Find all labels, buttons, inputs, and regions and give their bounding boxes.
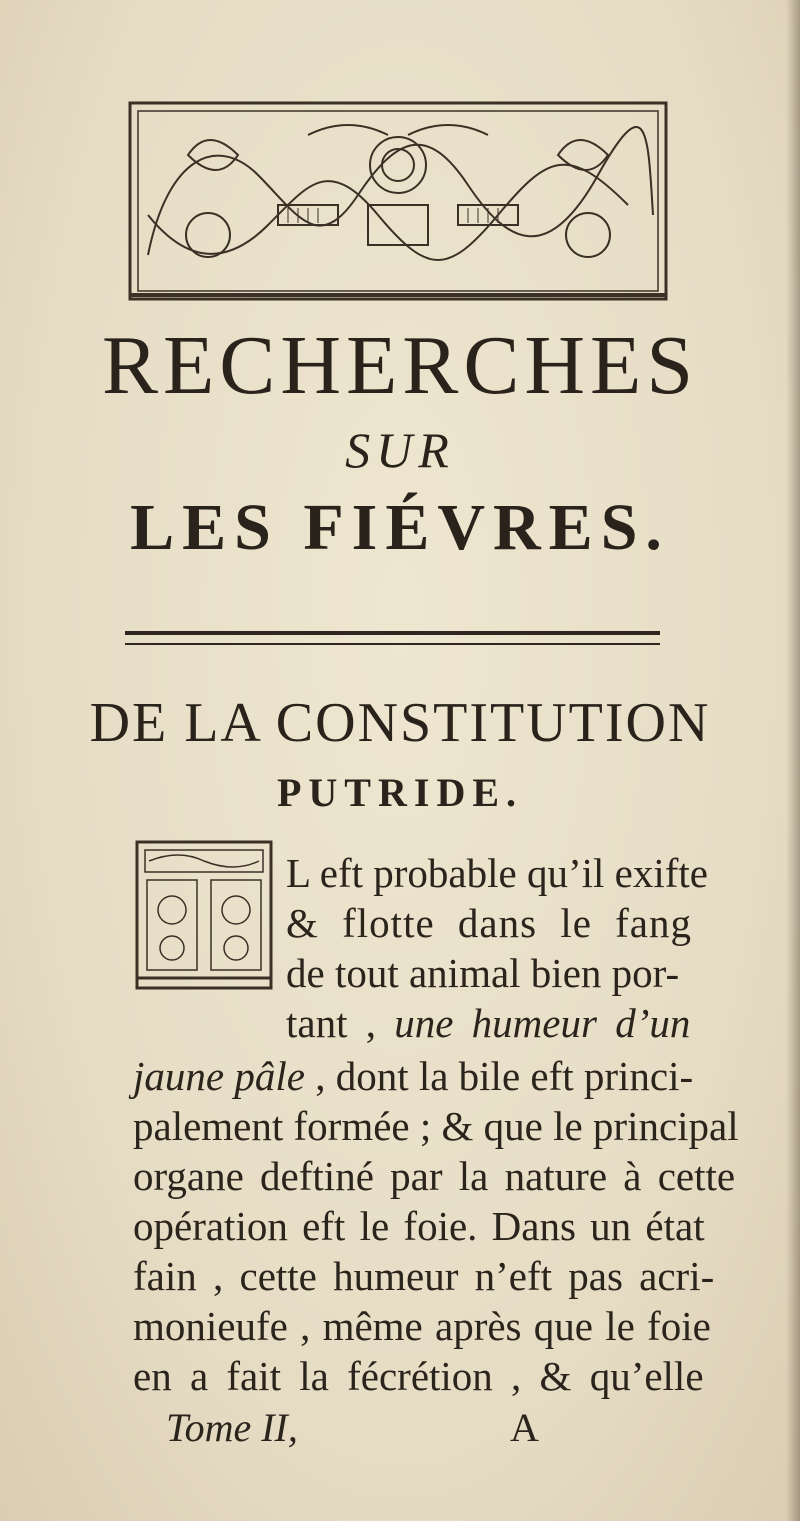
section-heading: DE LA CONSTITUTION — [89, 692, 711, 754]
body-line-4-italic: une humeur d’un — [394, 1000, 691, 1046]
body-line-4 — [286, 998, 690, 1048]
body-line-9: fain , cette humeur n’eft pas acri- — [133, 1253, 715, 1299]
signature-mark: A — [510, 1405, 539, 1450]
body-line-10: monieufe , même après que le foie — [133, 1303, 711, 1349]
body-line-5 — [133, 1051, 693, 1101]
body-line-5-italic: jaune pâle — [133, 1053, 305, 1099]
body-line-7: organe deftiné par la nature à cette — [133, 1153, 736, 1199]
title-sur: SUR — [345, 422, 455, 478]
body-line-4-start: tant , — [286, 1000, 395, 1046]
body-line-6: palement formée ; & que le principal — [133, 1103, 739, 1149]
double-rule-divider — [125, 628, 660, 650]
body-line-1: L eft probable qu’il exifte — [286, 850, 708, 896]
ornamental-headpiece — [128, 95, 668, 305]
body-line-3: de tout animal bien por- — [286, 950, 680, 996]
page-edge-shadow — [786, 0, 800, 1521]
title-recherches: RECHERCHES — [101, 319, 699, 412]
body-line-11: en a fait la fécrétion , & qu’elle — [133, 1353, 704, 1399]
ornamental-drop-cap — [135, 840, 273, 990]
body-line-8: opération eft le foie. Dans un état — [133, 1203, 705, 1249]
body-line-2: & flotte dans le fang — [286, 900, 693, 946]
section-subheading: PUTRIDE. — [276, 770, 524, 815]
body-line-5-rest: , dont la bile eft princi- — [304, 1053, 694, 1099]
volume-label: Tome II, — [166, 1405, 298, 1450]
title-les-fievres: LES FIÉVRES. — [130, 491, 670, 564]
